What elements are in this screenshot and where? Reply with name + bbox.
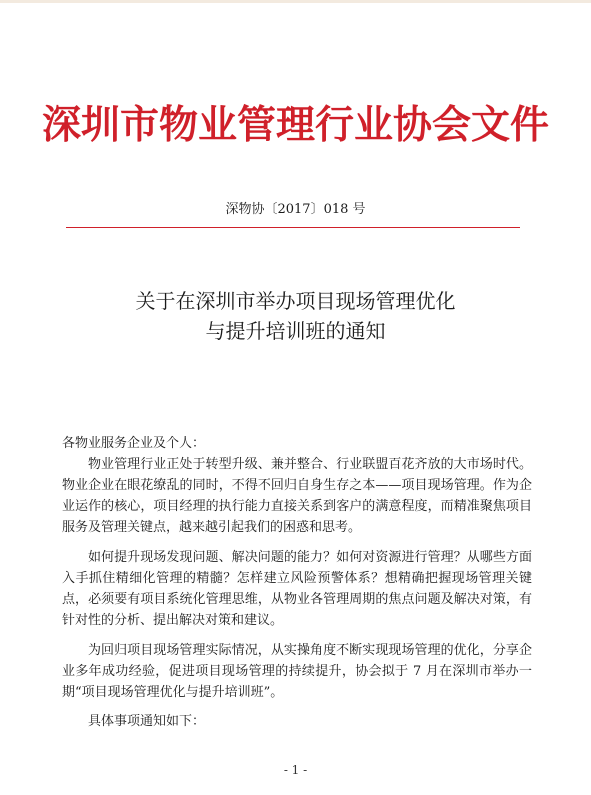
paragraph-2-block <box>62 547 532 631</box>
paragraph-4 <box>62 713 205 731</box>
page-top-border <box>0 0 591 3</box>
page-number: - 1 - <box>283 763 308 777</box>
header-red-rule <box>66 227 520 228</box>
paragraph-4-text: 具体事项通知如下： <box>88 714 206 729</box>
notice-title-line-1: 关于在深圳市举办项目现场管理优化 <box>135 289 456 313</box>
document-number: 深物协〔2017〕018 号 <box>225 202 366 217</box>
paragraph-1: 物业管理行业正处于转型升级、兼并整合、行业联盟百花齐放的大市场时代。物业企业在眼花缭乱的同时，不得不回归自身生存之本——项目现场管理。作为企业运作的核心，项目经理的执行能力直接关系到客户的满意程度，而精准聚焦项目服务及管理关键点，越来越引起我们的困惑和思考。 <box>62 457 532 535</box>
paragraph-2: 如何提升现场发现问题、解决问题的能力？如何对资源进行管理？从哪些方面入手抓住精细化管理的精髓？怎样建立风险预警体系？想精确把握现场管理关键点，必须要有项目系统化管理思维，从物业各管理周期的焦点问题及解决对策，有针对性的分析、提出解决对策和建议。 <box>62 550 532 628</box>
paragraph-1-block <box>62 454 532 538</box>
salutation: 各物业服务企业及个人： <box>62 436 206 451</box>
notice-title-line-2: 与提升培训班的通知 <box>205 319 386 343</box>
paragraph-3: 为回归项目现场管理实际情况，从实操角度不断实现现场管理的优化，分享企业多年成功经验，促进项目现场管理的持续提升，协会拟于 7 月在深圳市举办一期“项目现场管理优化与提升培训班”。 <box>62 643 532 700</box>
issuer-header-title: 深圳市物业管理行业协会文件 <box>41 102 549 148</box>
paragraph-3-block <box>62 640 532 703</box>
